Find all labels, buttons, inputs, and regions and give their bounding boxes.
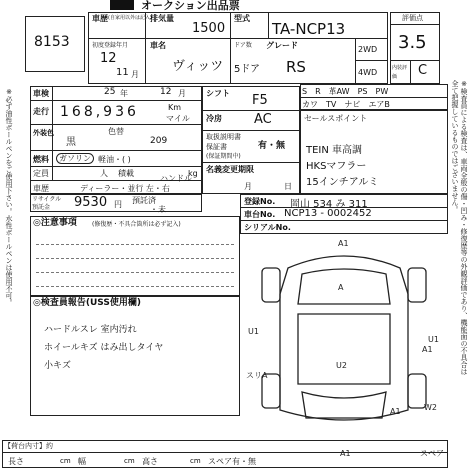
displacement-label: 排気量 <box>150 14 174 23</box>
first-reg-year: 12 <box>100 51 117 66</box>
car-diagram <box>240 234 450 458</box>
plate-value: 岡山 534 み 311 <box>290 199 368 210</box>
recycle-status-value: ・未 <box>150 205 166 214</box>
option-item: カワ <box>302 100 318 109</box>
grade-value: RS <box>286 58 306 76</box>
chassis-value: NCP13 - 0002452 <box>284 208 372 219</box>
name-change-value: 月 <box>244 182 252 191</box>
inspection-label: 車検 <box>33 89 49 98</box>
shift-value: F5 <box>252 93 268 108</box>
sales-points-label: セールスポイント <box>304 114 368 123</box>
grade-label: グレード <box>266 41 298 50</box>
option-item: S <box>302 87 308 96</box>
options-row-1 <box>302 86 446 96</box>
mileage-unit-mile: マイル <box>166 114 190 123</box>
option-item: 革AW <box>328 87 350 96</box>
inspector-line-3: 小キズ <box>44 361 71 371</box>
shift-label: シフト <box>206 89 230 98</box>
recycle-value: 9530 <box>74 195 108 210</box>
mark-a1-rear: A1 <box>390 407 401 416</box>
option-item: PW <box>375 87 389 96</box>
inspection-year: 25 <box>104 87 116 97</box>
interior-value: C <box>418 63 428 78</box>
drive-4wd: 4WD <box>358 68 378 77</box>
manual-label-2: 保証書 <box>206 143 227 151</box>
manual-label: 取扱説明書 <box>206 133 241 141</box>
mark-w2: W2 <box>424 403 437 412</box>
mark-u1-left: U1 <box>248 327 259 336</box>
cargo-label: 【荷台内寸】約 <box>4 442 53 450</box>
inspector-line-1: ハードルスレ 室内汚れ <box>44 325 137 335</box>
height-label: 高さ <box>142 457 158 466</box>
recycle-status-label: 預託済 <box>132 196 156 205</box>
option-item: PS <box>357 87 368 96</box>
inspector-report-box <box>30 296 240 416</box>
side-note: ※検査員による検査は、車両全般の傷・凹み・修復歴等の外観評価であり、機能面の不具合は全て把握しているものではございません。 <box>451 80 468 375</box>
doors-label: ドア数 <box>234 42 252 49</box>
caution-label: ◎注意事項 <box>33 218 77 228</box>
drive-2wd: 2WD <box>358 45 378 54</box>
mark-spare: スペア <box>420 449 444 458</box>
dealer-label: 車歴 <box>33 184 49 193</box>
interior-label: 内装評価 <box>392 65 408 80</box>
capacity-value: 人 <box>100 169 108 178</box>
doors-value: 5ドア <box>234 64 261 75</box>
caution-note: (修復歴・不具合箇所は必ず記入) <box>92 221 181 228</box>
fuel-other: 軽油・( ) <box>98 155 131 164</box>
mark-a1-right: A1 <box>422 345 433 354</box>
mark-a1-front: A1 <box>338 239 349 248</box>
header-title-box <box>95 0 295 12</box>
serial-label: シリアルNo. <box>244 223 291 232</box>
color-code-label: 色替 <box>108 127 124 136</box>
mark-a1-bottom: A1 <box>340 449 351 458</box>
fuel-selected <box>56 153 94 164</box>
option-item: ナビ <box>344 100 361 109</box>
inspector-line-2: ホイールキズ はみ出しタイヤ <box>44 343 164 353</box>
ac-value: AC <box>254 112 272 127</box>
length-label: 長さ <box>8 457 24 466</box>
mileage-label: 走行 <box>33 107 49 116</box>
recycle-label-2: 預託金 <box>32 204 51 211</box>
manual-value: 有・無 <box>258 141 286 151</box>
katashiki-value: TA-NCP13 <box>272 20 346 38</box>
lot-number-box <box>25 16 85 72</box>
width-unit: cm <box>124 457 135 465</box>
inspection-month: 12 <box>160 87 172 97</box>
spare-label: スペア <box>208 457 232 466</box>
logo-mark <box>110 0 134 10</box>
options-row-2 <box>302 99 446 109</box>
header-title: オークション出品票 <box>141 0 240 12</box>
mark-u2: U2 <box>336 361 347 370</box>
shashu-note: (自家用以外は記入) <box>108 15 152 21</box>
mark-a-hood: A <box>338 283 344 292</box>
color-value: 黒 <box>66 137 76 148</box>
score-value: 3.5 <box>398 32 427 53</box>
handle-label: ハンドル <box>160 174 192 183</box>
mark-sura: スリA <box>246 371 268 380</box>
mark-u1-right: U1 <box>428 335 439 344</box>
inspector-report-label: ◎検査員報告(USS使用欄) <box>33 298 141 308</box>
carname-value: ヴィッツ <box>172 59 224 74</box>
sales-point-1: TEIN 車高調 <box>306 145 363 156</box>
length-unit: cm <box>60 457 71 465</box>
ac-label: 冷房 <box>206 114 222 123</box>
load-value: kg <box>188 169 198 178</box>
mileage-value: 168,936 <box>60 104 139 120</box>
left-note: ※必ず油性ボールペンをご使用下さい。水性ボールペンは使用不可。 <box>5 88 13 306</box>
score-label: 評価点 <box>402 14 423 22</box>
option-item: TV <box>326 100 337 109</box>
height-unit: cm <box>190 457 201 465</box>
mileage-unit-km: Km <box>168 103 182 112</box>
lot-number: 8153 <box>34 34 70 50</box>
first-reg-label: 初度登録年月 <box>92 42 129 49</box>
displacement-value: 1500 <box>192 21 226 36</box>
chassis-label: 車台No. <box>244 210 276 219</box>
recycle-label: リサイクル <box>32 196 62 203</box>
plate-label: 登録No. <box>244 197 276 206</box>
shashu-label: 車歴 <box>92 14 108 23</box>
katashiki-label: 型式 <box>234 14 250 23</box>
fuel-selected-circle: ガソリン <box>56 153 94 164</box>
first-reg-unit: 月 <box>131 70 139 79</box>
load-label: 積載 <box>118 169 134 178</box>
sales-point-2: HKSマフラー <box>306 161 367 172</box>
name-change-label: 名義変更期限 <box>206 165 254 174</box>
dealer-value: ディーラー・並行 左・右 <box>80 184 170 193</box>
option-item: R <box>315 87 321 96</box>
carname-label: 車名 <box>150 41 166 50</box>
inspection-year-unit: 年 <box>120 89 128 98</box>
fuel-label: 燃料 <box>33 155 49 164</box>
color-code-value: 209 <box>150 136 168 146</box>
first-reg-month: 11 <box>116 67 129 78</box>
option-item: エアB <box>368 100 390 109</box>
capacity-label: 定員 <box>33 169 49 178</box>
inspection-month-unit: 月 <box>178 89 186 98</box>
recycle-unit: 円 <box>114 200 122 209</box>
width-label: 幅 <box>78 457 86 466</box>
sales-point-3: 15インチアルミ <box>306 177 379 188</box>
manual-label-3: (保証期間中) <box>206 153 241 160</box>
name-change-day: 日 <box>284 182 292 191</box>
spare-value: 有・無 <box>232 457 256 466</box>
color-label: 外装色 <box>33 129 54 137</box>
